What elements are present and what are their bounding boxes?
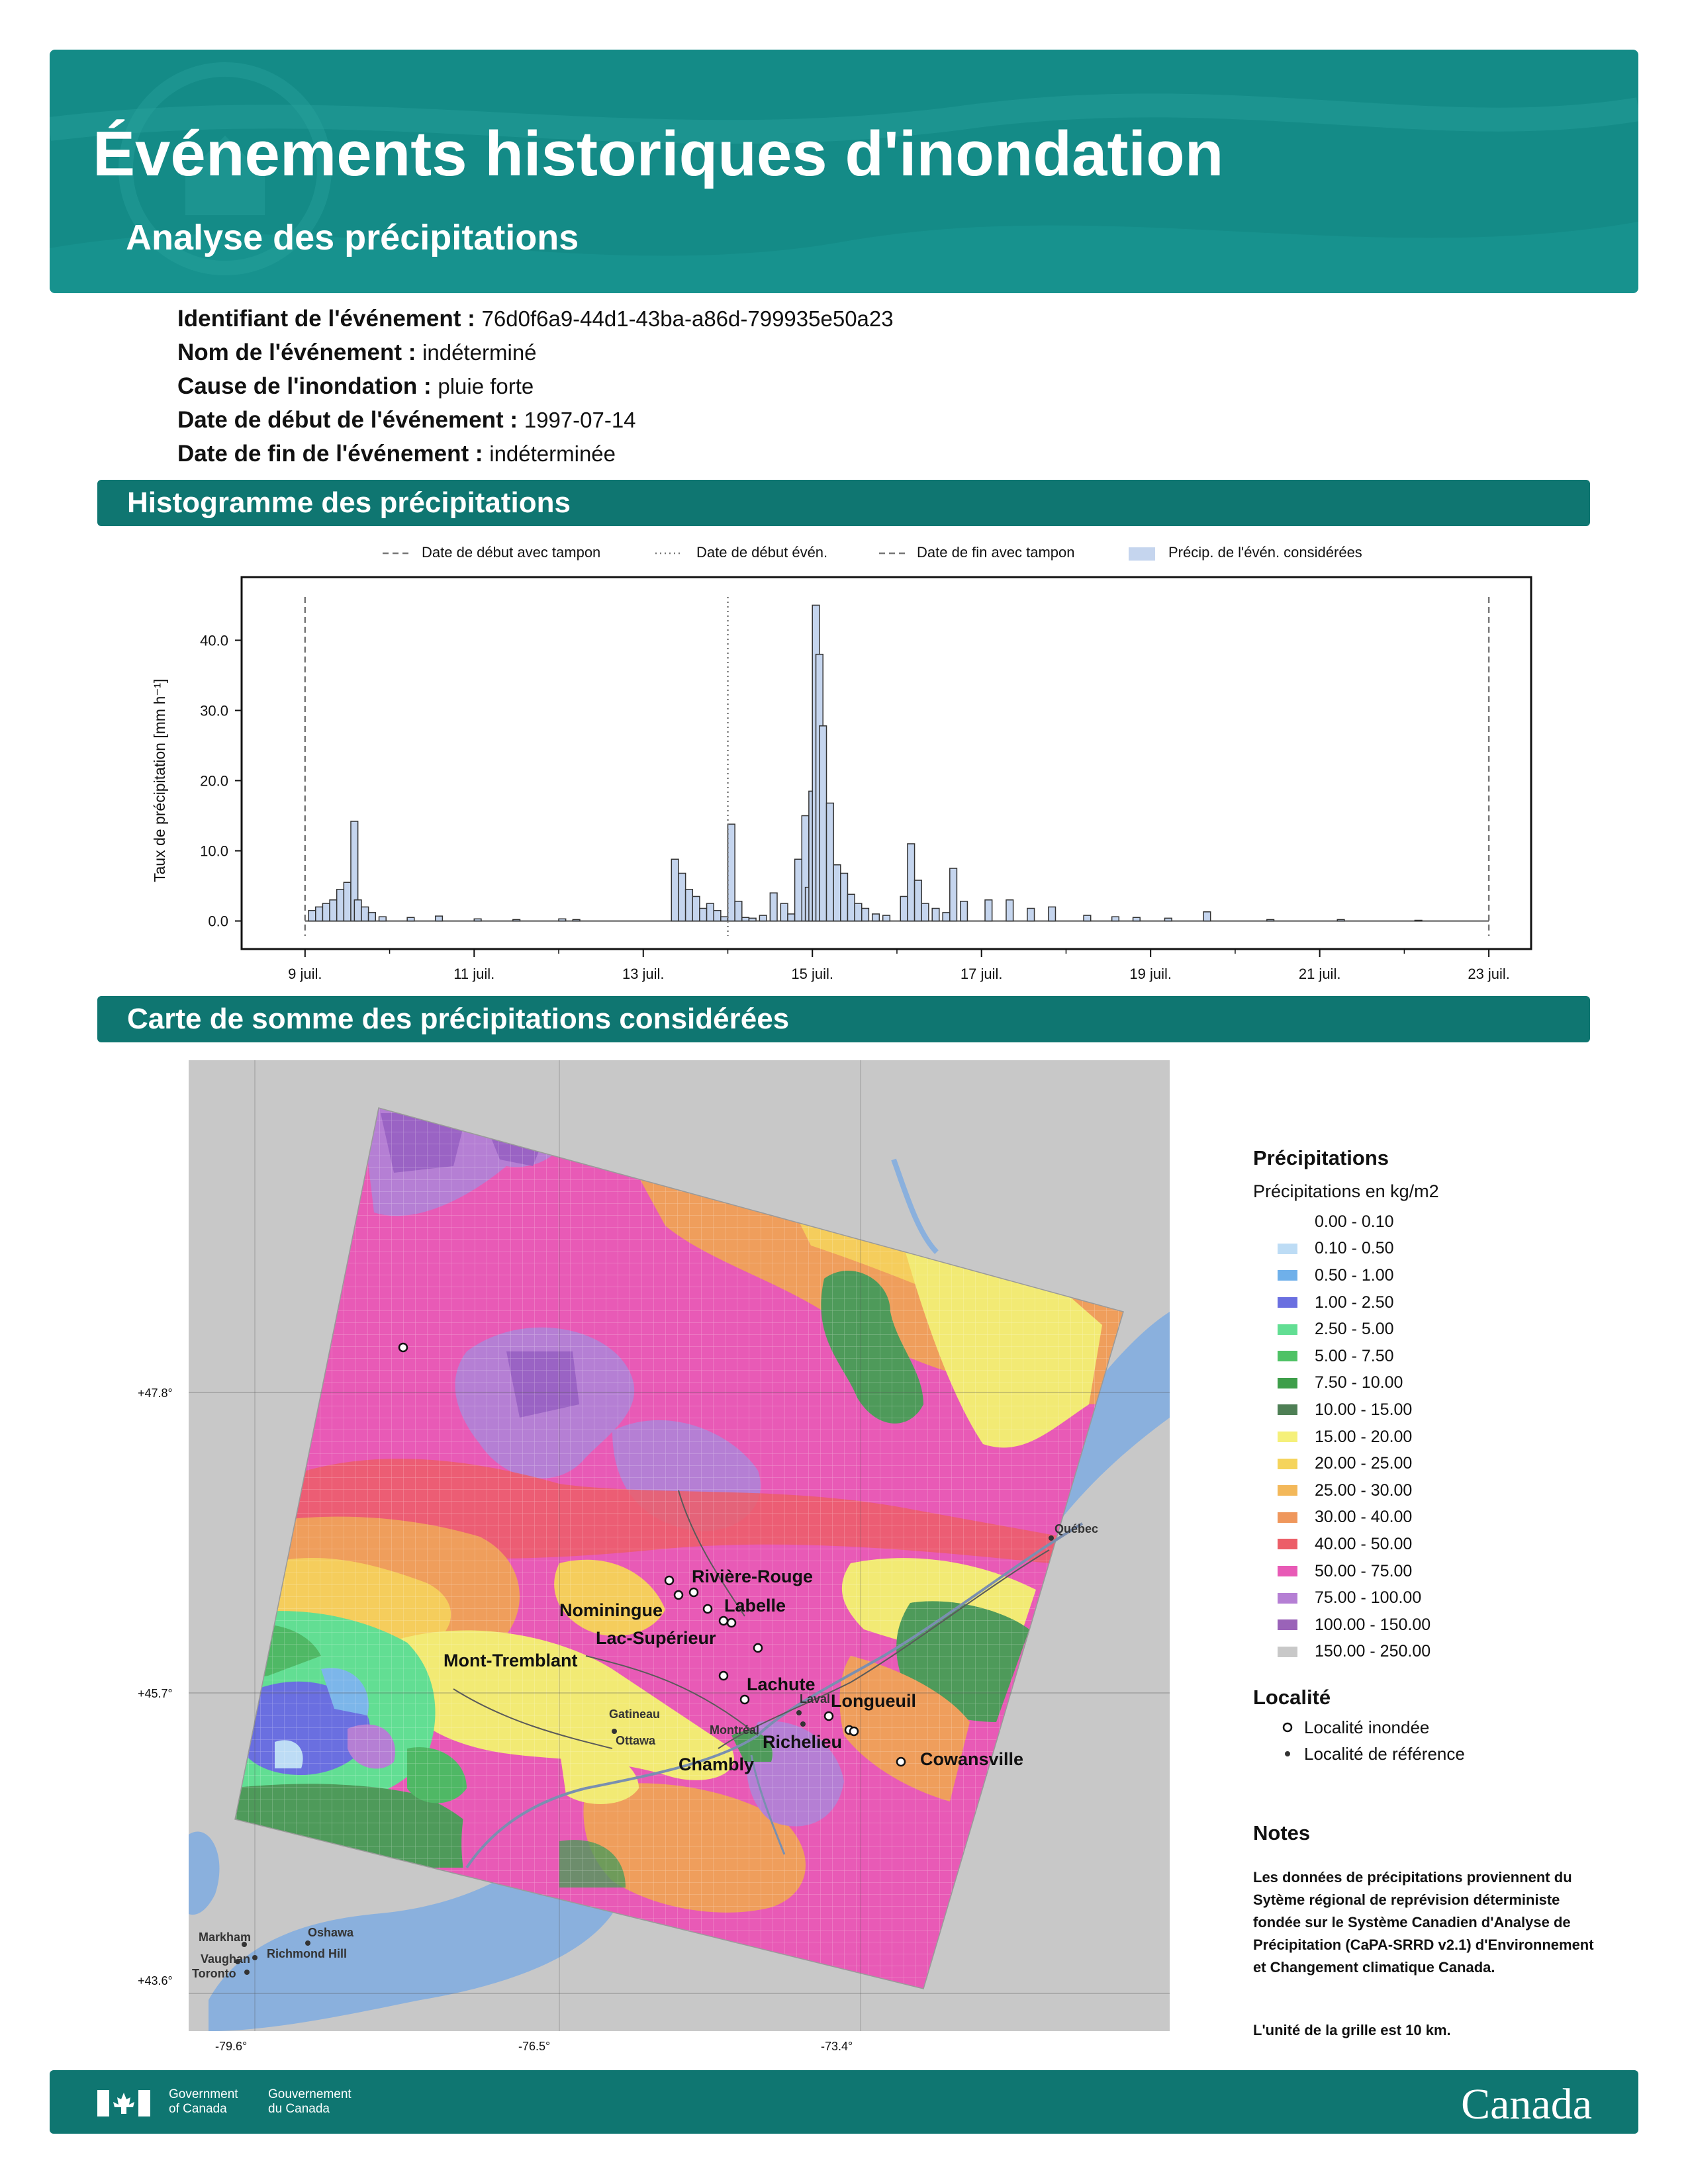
map-section-bar [97,996,1590,1042]
histogram-bar [407,917,414,921]
event-id-label: Identifiant de l'événement : [177,306,475,332]
map-legend-item [1278,1612,1556,1639]
histogram-bar [921,903,929,921]
lon-label-79-6: -79.6° [215,2040,248,2053]
map-legend-item [1278,1343,1556,1370]
notes-text: Les données de précipitations proviennent du Sytème régional de reprévision déterministe fondée sur le Système Canadien d'Analyse de Précipitation (CaPA-SRRD v2.1) d'Environnement et Changement climatique Canada. [1253,1869,1594,1976]
legend-item-label: 100.00 - 150.00 [1315,1615,1431,1634]
histogram-bar [1084,915,1091,921]
x-tick-label: 9 juil. [288,966,322,982]
event-start-label: Date de début de l'événement : [177,407,518,433]
lat-label-45-7: +45.7° [138,1687,173,1700]
histogram-bar [559,919,566,921]
legend-item-label: 30.00 - 40.00 [1315,1508,1413,1527]
legend-swatch [1278,1647,1297,1657]
label-quebec: Québec [1055,1522,1099,1535]
label-richelieu: Richelieu [763,1732,843,1752]
gov-fr [268,2087,352,2116]
label-richmond-hill: Richmond Hill [267,1947,347,1960]
label-riviere-rouge: Rivière-Rouge [692,1567,814,1586]
event-name-label: Nom de l'événement : [177,340,416,365]
legend-item-label: 15.00 - 20.00 [1315,1427,1413,1446]
legend-swatch [1278,1404,1297,1415]
map-legend-item [1278,1208,1556,1236]
label-montreal: Montréal [710,1723,760,1737]
histogram-y-axis-label: Taux de précipitation [mm h⁻¹] [151,678,168,882]
histogram-bar [788,914,795,921]
event-end-value: indéterminée [489,441,616,466]
histogram-bar [1267,919,1274,921]
map-legend-item [1278,1450,1556,1477]
legend-item-label: 75.00 - 100.00 [1315,1588,1422,1608]
locality-legend-symbols [1280,1719,1299,1766]
locality-legend-title: Localité [1253,1686,1331,1709]
precipitation-histogram [0,0,1688,993]
footer-bar [50,2070,1638,2134]
legend-item-label: 10.00 - 15.00 [1315,1400,1413,1419]
map-legend-item [1278,1424,1556,1451]
event-cause-value: pluie forte [438,374,534,398]
histogram-bar [1133,917,1141,921]
histogram-bar [735,901,742,921]
label-lachute: Lachute [747,1674,816,1694]
histogram-bar [379,917,387,921]
map-legend-item [1278,1639,1556,1666]
gov-en [169,2087,238,2116]
lat-label-47-8: +47.8° [138,1387,173,1400]
legend-swatch [1278,1244,1297,1254]
map-section-title: Carte de somme des précipitations considérées [127,1003,790,1035]
y-tick-label: 30.0 [200,702,228,719]
histogram-bar [847,894,855,921]
map-legend-item [1278,1558,1556,1585]
legend-item-label: 20.00 - 25.00 [1315,1454,1413,1473]
reference-locality-icon [1285,1751,1290,1756]
canada-wordmark: Canada [1461,2080,1592,2128]
event-end-label: Date de fin de l'événement : [177,441,483,467]
legend-item-label: 1.00 - 2.50 [1315,1293,1394,1312]
histogram-bar [714,911,721,921]
lon-label-73-4: -73.4° [821,2040,853,2053]
legend-item-label: 50.00 - 75.00 [1315,1561,1413,1580]
histogram-section-title: Histogramme des précipitations [127,486,571,519]
histogram-bar [1049,907,1056,921]
histogram-bar [686,889,693,921]
x-tick-label: 21 juil. [1298,966,1341,982]
histogram-bar [833,865,841,921]
histogram-bar [915,880,922,921]
histogram-bar [820,726,827,921]
legend-swatch [1278,1566,1297,1576]
y-tick-label: 20.0 [200,772,228,790]
y-tick-label: 40.0 [200,632,228,649]
histogram-bar [573,919,580,921]
histogram-bar [513,919,520,921]
legend-swatch [1278,1270,1297,1281]
page-title: Événements historiques d'inondation [93,118,1224,189]
legend-buffer-start: Date de début avec tampon [422,544,601,561]
histogram-bar [330,900,337,921]
x-tick-label: 23 juil. [1468,966,1510,982]
histogram-bar [474,919,481,921]
histogram-bar [721,917,728,921]
label-lac-superieur: Lac-Supérieur [596,1628,716,1648]
map-legend-title: Précipitations [1253,1146,1389,1169]
label-toronto: Toronto [192,1967,236,1980]
reference-locality-label: Localité de référence [1304,1744,1465,1764]
precipitation-map [189,1060,1170,2031]
legend-precip-considered: Précip. de l'évén. considérées [1168,544,1362,561]
event-cause-label: Cause de l'inondation : [177,373,432,399]
legend-swatch [1278,1459,1297,1469]
legend-swatch [1278,1216,1297,1227]
legend-item-label: 150.00 - 250.00 [1315,1642,1431,1661]
histogram-bar [872,914,880,921]
x-tick-label: 15 juil. [791,966,834,982]
legend-swatch [1278,1512,1297,1523]
map-legend-item [1278,1504,1556,1531]
histogram-bar [770,893,777,921]
gov-en-line1: Government [169,2087,238,2101]
histogram-bar [1203,912,1211,921]
x-tick-label: 19 juil. [1129,966,1172,982]
histogram-bar [700,908,707,921]
label-ottawa: Ottawa [616,1734,656,1747]
legend-item-label: 5.00 - 7.50 [1315,1346,1394,1365]
histogram-bar [361,907,369,921]
event-name-value: indéterminé [422,340,537,365]
map-legend-list [1278,1208,1556,1665]
histogram-bar [943,913,950,921]
histogram-bar [985,900,992,921]
histogram-bar [780,903,788,921]
histogram-bar [759,915,767,921]
map-legend-item [1278,1531,1556,1558]
histogram-bar [1164,918,1172,921]
histogram-bar [727,824,735,921]
x-tick-label: 17 juil. [960,966,1003,982]
histogram-bar [908,844,915,921]
histogram-bar [841,873,848,921]
histogram-bar [883,915,890,921]
histogram-bar [961,901,968,921]
legend-item-label: 40.00 - 50.00 [1315,1534,1413,1553]
legend-item-label: 0.50 - 1.00 [1315,1265,1394,1285]
label-nominingue: Nominingue [559,1600,663,1620]
legend-item-label: 0.00 - 0.10 [1315,1212,1394,1231]
histogram-bar [679,873,686,921]
histogram-bar [337,889,344,921]
page-subtitle: Analyse des précipitations [126,218,579,257]
histogram-bar [322,903,330,921]
legend-item-label: 25.00 - 30.00 [1315,1480,1413,1500]
map-legend-item [1278,1316,1556,1343]
event-start-value: 1997-07-14 [524,408,636,432]
histogram-bar [316,907,323,921]
legend-item-label: 2.50 - 5.00 [1315,1320,1394,1339]
legend-event-start: Date de début évén. [696,544,828,561]
map-legend-item [1278,1396,1556,1424]
notes-title: Notes [1253,1821,1311,1844]
histogram-bar [932,908,939,921]
label-markham: Markham [199,1931,252,1944]
histogram-bar [900,896,908,921]
label-laval: Laval [800,1692,831,1706]
label-longueuil: Longueuil [831,1691,916,1711]
histogram-bar [1006,900,1013,921]
histogram-bar [1112,917,1119,921]
histogram-bar [950,868,957,921]
map-legend-item [1278,1584,1556,1612]
label-oshawa: Oshawa [308,1926,354,1939]
map-legend-item [1278,1370,1556,1397]
histogram-bar [1337,919,1344,921]
histogram-bar [749,918,756,921]
histogram-bar [308,911,316,921]
histogram-bar [707,903,714,921]
gov-fr-line2: du Canada [268,2102,330,2116]
label-mont-tremblant: Mont-Tremblant [444,1651,578,1670]
map-legend-item [1278,1236,1556,1263]
map-legend-item [1278,1262,1556,1289]
legend-swatch [1278,1593,1297,1604]
histogram-bar [671,859,679,921]
label-labelle: Labelle [724,1596,786,1615]
y-tick-label: 10.0 [200,842,228,860]
histogram-bar [795,859,802,921]
map-legend-item [1278,1477,1556,1504]
label-gatineau: Gatineau [609,1707,661,1721]
legend-swatch [1278,1619,1297,1630]
legend-buffer-end: Date de fin avec tampon [917,544,1075,561]
lon-label-76-5: -76.5° [518,2040,551,2053]
histogram-bar [862,908,869,921]
y-tick-label: 0.0 [208,913,228,930]
gov-en-line2: of Canada [169,2102,227,2116]
lat-label-43-6: +43.6° [138,1974,173,1987]
canada-flag-icon [97,2090,150,2116]
x-tick-label: 13 juil. [622,966,665,982]
legend-swatch [1278,1432,1297,1442]
x-tick-label: 11 juil. [453,966,495,982]
histogram-bar [369,913,376,921]
label-cowansville: Cowansville [920,1749,1024,1769]
legend-swatch [1278,1351,1297,1361]
notes-grid-unit: L'unité de la grille est 10 km. [1253,2022,1451,2038]
histogram-bar [344,882,351,921]
label-vaughan: Vaughan [201,1952,251,1966]
histogram-bar [1027,908,1035,921]
map-legend-subtitle: Précipitations en kg/m2 [1253,1181,1439,1201]
map-legend-item [1278,1289,1556,1316]
flooded-locality-icon [1284,1723,1291,1731]
label-chambly: Chambly [679,1754,755,1774]
legend-swatch [1278,1324,1297,1335]
flooded-locality-label: Localité inondée [1304,1717,1430,1737]
histogram-bar [436,916,443,921]
histogram-bar [827,803,834,921]
gov-fr-line1: Gouvernement [268,2087,352,2101]
legend-swatch [1278,1378,1297,1388]
histogram-bar [742,917,749,921]
legend-swatch [1278,1539,1297,1549]
legend-item-label: 0.10 - 0.50 [1315,1239,1394,1258]
legend-swatch [1278,1297,1297,1308]
histogram-bar [354,900,361,921]
histogram-plot-area [242,577,1531,949]
legend-item-label: 7.50 - 10.00 [1315,1373,1403,1392]
legend-swatch [1278,1485,1297,1496]
event-id-value: 76d0f6a9-44d1-43ba-a86d-799935e50a23 [481,306,894,331]
histogram-bar [855,903,862,921]
histogram-bar [692,896,700,921]
